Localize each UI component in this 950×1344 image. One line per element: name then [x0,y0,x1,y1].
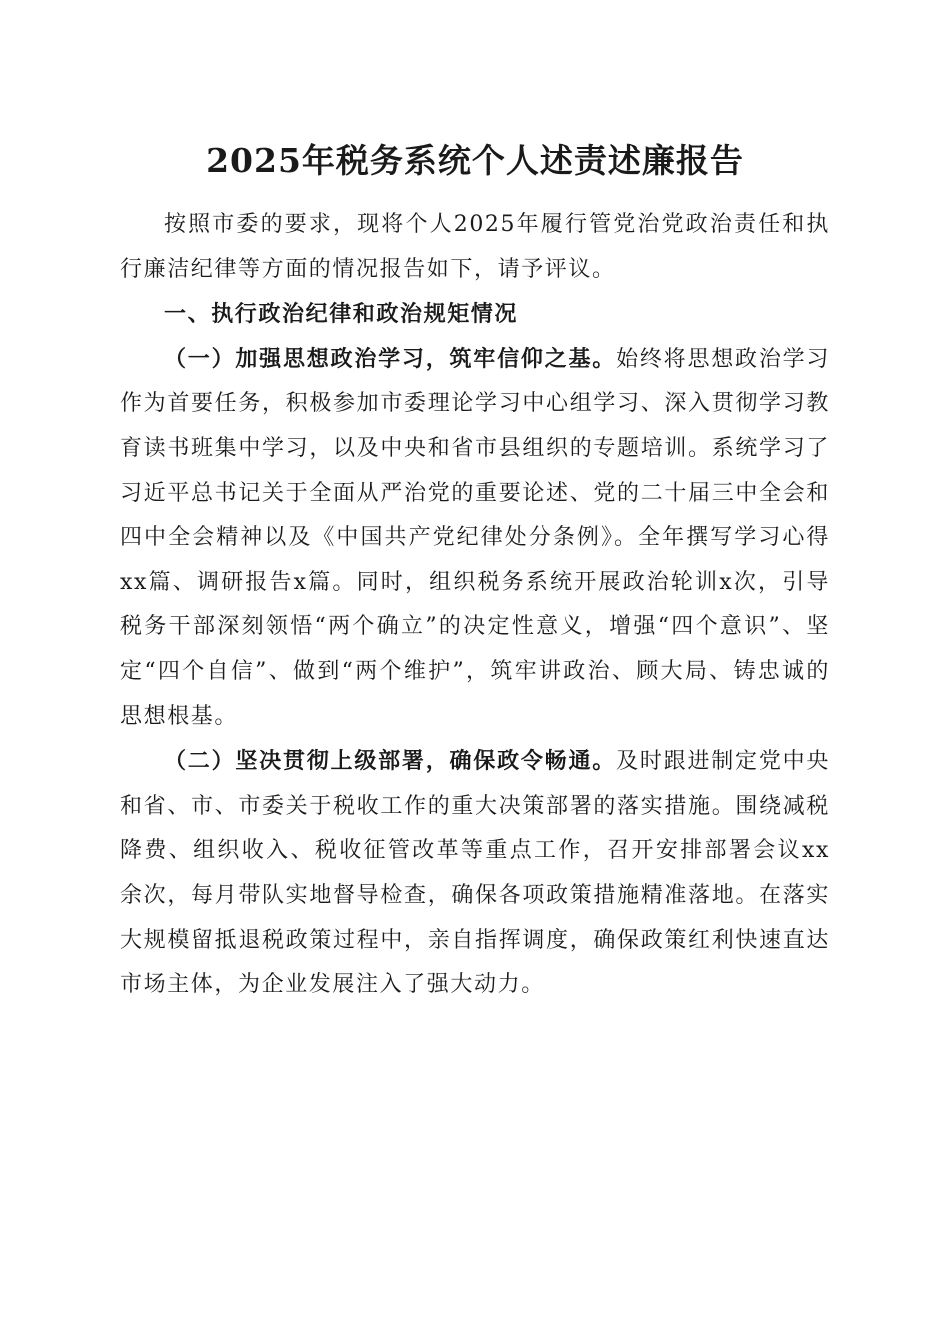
paragraph-text: 始终将思想政治学习作为首要任务，积极参加市委理论学习中心组学习、深入贯彻学习教育读书班集中学习，以及中央和省市县组织的专题培训。系统学习了习近平总书记关于全面从严治党的重要论述、党的二十届三中全会和四中全会精神以及《中国共产党纪律处分条例》。全年撰写学习心得xx篇、调研报告x篇。同时，组织税务系统开展政治轮训x次，引导税务干部深刻领悟“两个确立”的决定性意义，增强“四个意识”、坚定“四个自信”、做到“两个维护”，筑牢讲政治、顾大局、铸忠诚的思想根基。 [120,346,831,729]
intro-paragraph: 按照市委的要求，现将个人2025年履行管党治党政治责任和执行廉洁纪律等方面的情况报告如下，请予评议。 [120,212,830,282]
section-heading: 一、执行政治纪律和政治规矩情况 [164,301,519,328]
paragraph-lead: （一）加强思想政治学习，筑牢信仰之基。 [164,345,617,372]
body-paragraph-1 [120,337,830,739]
paragraph-lead: （二）坚决贯彻上级部署，确保政令畅通。 [164,748,617,775]
document-title: 2025年税务系统个人述责述廉报告 [206,141,744,180]
paragraph-text: 及时跟进制定党中央和省、市、市委关于税收工作的重大决策部署的落实措施。围绕减税降费、组织收入、税收征管改革等重点工作，召开安排部署会议xx余次，每月带队实地督导检查，确保各项政策措施精准落地。在落实大规模留抵退税政策过程中，亲自指挥调度，确保政策红利快速直达市场主体，为企业发展注入了强大动力。 [120,749,831,998]
body-paragraph-2 [120,739,830,1008]
document-body [120,203,830,1008]
